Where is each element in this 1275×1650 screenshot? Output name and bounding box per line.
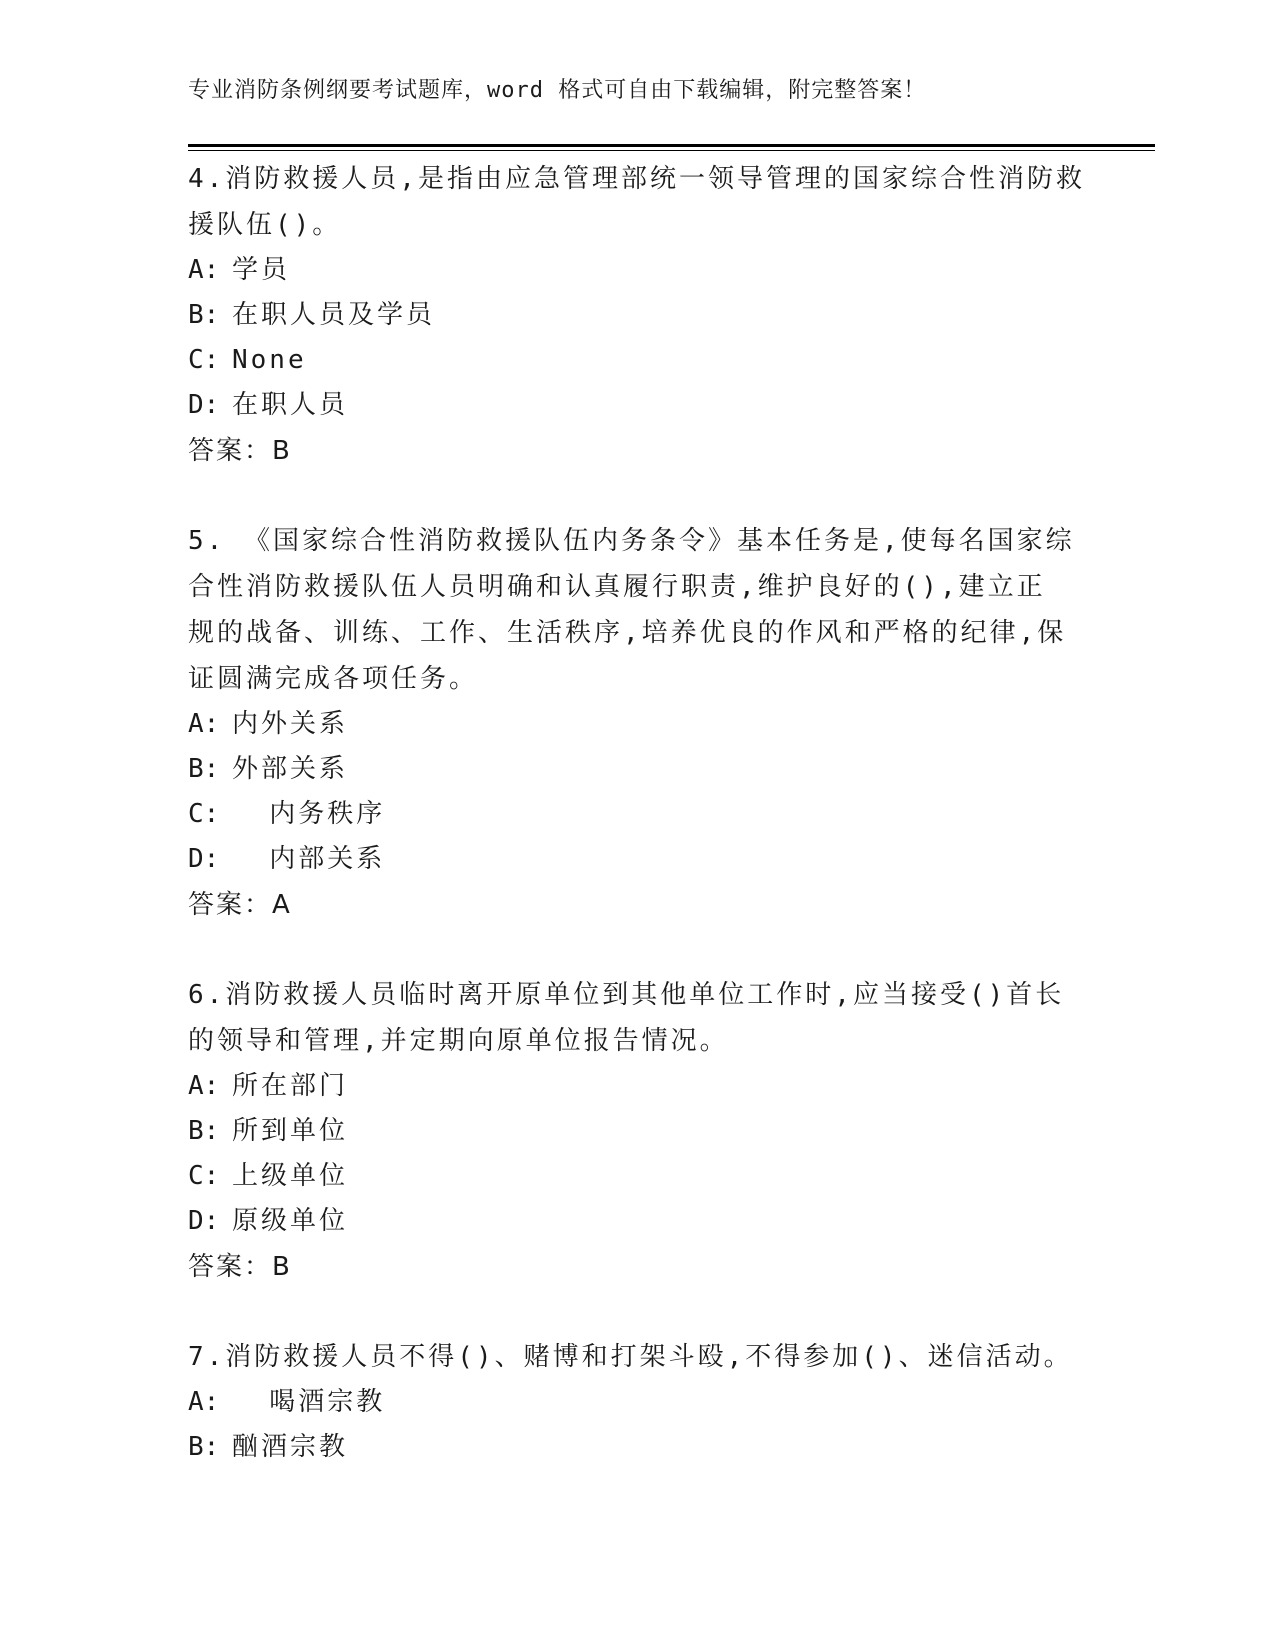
option-letter: B: bbox=[188, 1432, 220, 1462]
question-stem: 7.消防救援人员不得()、赌博和打架斗殴,不得参加()、迷信活动。 bbox=[188, 1342, 1073, 1372]
question-stem: 5. 《国家综合性消防救援队伍内务条令》基本任务是,使每名国家综合性消防救援队伍人员明确和认真履行职责,维护良好的(),建立正 规的战备、训练、工作、生活秩序,培养优良的作风和严格的纪律,保证圆满完成各项任务。 bbox=[188, 526, 1075, 694]
question-stem: 4.消防救援人员,是指由应急管理部统一领导管理的国家综合性消防救援队伍()。 bbox=[188, 164, 1085, 240]
question-list bbox=[188, 156, 1088, 1514]
option-d bbox=[188, 1199, 1088, 1244]
option-b bbox=[188, 747, 1088, 792]
option-letter: C: bbox=[188, 345, 220, 375]
option-text: 所在部门 bbox=[232, 1071, 349, 1101]
option-text: 外部关系 bbox=[232, 754, 349, 784]
option-a bbox=[188, 1064, 1088, 1109]
question-stem: 6.消防救援人员临时离开原单位到其他单位工作时,应当接受()首长的领导和管理,并定期向原单位报告情况。 bbox=[188, 980, 1065, 1056]
option-a bbox=[188, 702, 1088, 747]
option-b bbox=[188, 293, 1088, 338]
option-letter: A: bbox=[188, 1071, 220, 1101]
option-letter: A: bbox=[188, 709, 220, 739]
option-b bbox=[188, 1425, 1088, 1470]
option-d bbox=[188, 383, 1088, 428]
question-5 bbox=[188, 518, 1088, 928]
option-text: 原级单位 bbox=[232, 1206, 349, 1236]
option-text: 酗酒宗教 bbox=[232, 1432, 349, 1462]
option-letter: B: bbox=[188, 300, 220, 330]
answer-line: 答案：B bbox=[188, 1252, 292, 1282]
option-letter: D: bbox=[188, 390, 220, 420]
option-letter: A: bbox=[188, 1387, 220, 1417]
option-text: 内部关系 bbox=[232, 844, 386, 874]
answer-line: 答案：B bbox=[188, 436, 292, 466]
option-text: None bbox=[232, 345, 307, 375]
option-text: 喝酒宗教 bbox=[232, 1387, 386, 1417]
question-4 bbox=[188, 156, 1088, 474]
header-rule-thin bbox=[188, 150, 1155, 151]
header-note: 专业消防条例纲要考试题库，word 格式可自由下载编辑，附完整答案！ bbox=[188, 78, 927, 103]
option-letter: D: bbox=[188, 1206, 220, 1236]
option-a bbox=[188, 248, 1088, 293]
option-letter: B: bbox=[188, 1116, 220, 1146]
option-c bbox=[188, 1154, 1088, 1199]
option-letter: C: bbox=[188, 799, 220, 829]
option-a bbox=[188, 1380, 1088, 1425]
option-b bbox=[188, 1109, 1088, 1154]
option-text: 内外关系 bbox=[232, 709, 349, 739]
option-c bbox=[188, 792, 1088, 837]
option-d bbox=[188, 837, 1088, 882]
option-text: 在职人员及学员 bbox=[232, 300, 436, 330]
option-text: 在职人员 bbox=[232, 390, 349, 420]
option-letter: D: bbox=[188, 844, 220, 874]
option-letter: C: bbox=[188, 1161, 220, 1191]
answer-line: 答案：A bbox=[188, 890, 292, 920]
option-letter: B: bbox=[188, 754, 220, 784]
header-rule-thick bbox=[188, 144, 1155, 147]
question-7 bbox=[188, 1334, 1088, 1470]
question-6 bbox=[188, 972, 1088, 1290]
option-text: 学员 bbox=[232, 255, 291, 285]
option-c bbox=[188, 338, 1088, 383]
option-letter: A: bbox=[188, 255, 220, 285]
option-text: 上级单位 bbox=[232, 1161, 349, 1191]
option-text: 内务秩序 bbox=[232, 799, 386, 829]
option-text: 所到单位 bbox=[232, 1116, 349, 1146]
